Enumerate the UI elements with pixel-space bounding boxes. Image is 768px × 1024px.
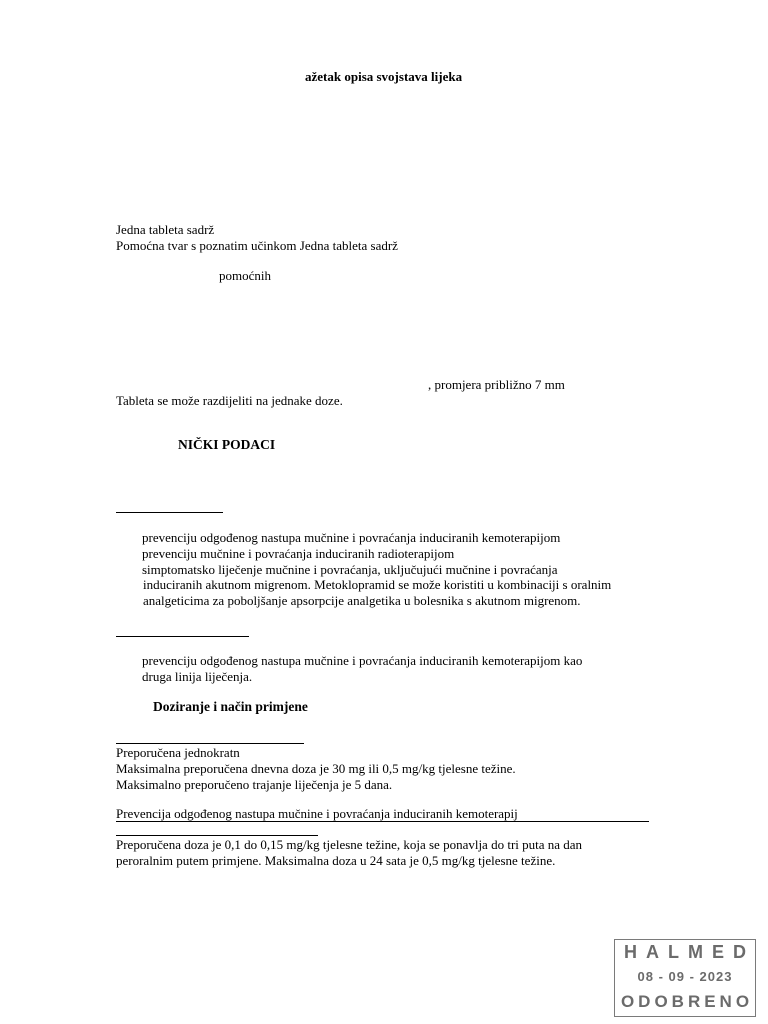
composition-line-3: pomoćnih	[219, 268, 271, 283]
indication-line: induciranih akutnom migrenom. Metoklopramid se može koristiti u kombinaciji s oralnim	[143, 577, 612, 592]
section-rule	[116, 743, 304, 744]
indication-line: simptomatsko liječenje mučnine i povraćanja, uključujući mučnine i povraćanja	[142, 562, 558, 577]
prevention-heading: Prevencija odgođenog nastupa mučnine i povraćanja induciranih kemoterapij	[116, 806, 518, 821]
dosing-line: Maksimalno preporučeno trajanje liječenja je 5 dana.	[116, 777, 393, 792]
indication-line: analgeticima za poboljšanje apsorpcije analgetika u bolesnika s akutnom migrenom.	[143, 593, 581, 608]
indication-line: prevenciju mučnine i povraćanja induciranih radioterapijom	[142, 546, 455, 561]
stamp-date: 08 - 09 - 2023	[637, 969, 733, 984]
section-rule	[116, 512, 223, 513]
section-rule	[116, 835, 318, 836]
form-line-1: , promjera približno 7 mm	[428, 377, 565, 392]
stamp-status: ODOBRENO	[620, 992, 754, 1011]
prevention-line: Preporučena doza je 0,1 do 0,15 mg/kg tjelesne težine, koja se ponavlja do tri puta na dan	[116, 837, 583, 852]
indication-line: druga linija liječenja.	[142, 669, 253, 684]
form-line-2: Tableta se može razdijeliti na jednake doze.	[116, 393, 343, 408]
indication-line: prevenciju odgođenog nastupa mučnine i povraćanja induciranih kemoterapijom kao	[142, 653, 583, 668]
composition-line-2: Pomoćna tvar s poznatim učinkom Jedna tableta sadrž	[116, 238, 398, 253]
halmed-approval-stamp	[614, 939, 756, 1017]
dosing-heading: Doziranje i način primjene	[153, 699, 308, 714]
indication-line: prevenciju odgođenog nastupa mučnine i povraćanja induciranih kemoterapijom	[142, 530, 561, 545]
document-title: ažetak opisa svojstava lijeka	[305, 69, 463, 84]
prevention-line: peroralnim putem primjene. Maksimalna doza u 24 sata je 0,5 mg/kg tjelesne težine.	[116, 853, 556, 868]
stamp-agency: HALMED	[624, 942, 755, 962]
composition-line-1: Jedna tableta sadrž	[116, 222, 215, 237]
section-rule	[116, 636, 249, 637]
dosing-line: Maksimalna preporučena dnevna doza je 30 mg ili 0,5 mg/kg tjelesne težine.	[116, 761, 516, 776]
prevention-underline	[116, 821, 649, 822]
dosing-line: Preporučena jednokratn	[116, 745, 240, 760]
clinical-heading: NIČKI PODACI	[178, 437, 276, 452]
